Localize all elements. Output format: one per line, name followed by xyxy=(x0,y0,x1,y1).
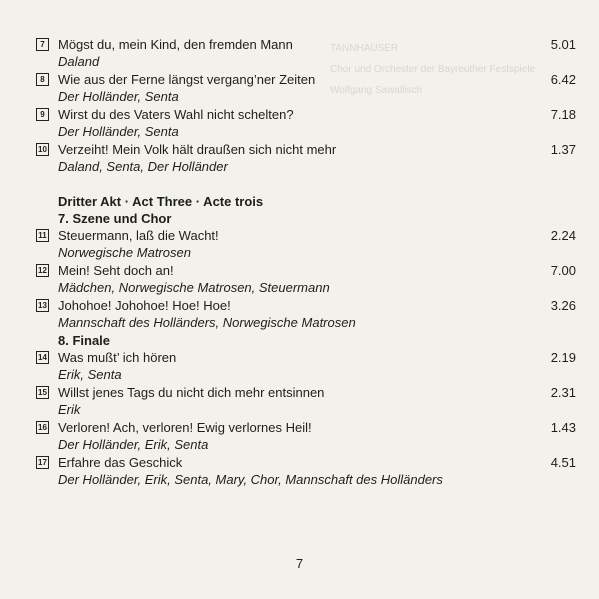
track-cast: Erik xyxy=(58,402,81,417)
track-title: Verloren! Ach, verloren! Ewig verlornes Heil! xyxy=(58,420,312,435)
track-title: Was mußt’ ich hören xyxy=(58,350,177,365)
track-number: 14 xyxy=(36,351,49,364)
track-number: 15 xyxy=(36,386,49,399)
track-item xyxy=(36,262,576,297)
track-item xyxy=(36,36,576,71)
track-title: Mögst du, mein Kind, den fremden Mann xyxy=(58,37,293,52)
track-item xyxy=(36,419,576,454)
track-title: Wie aus der Ferne längst vergang’ner Zeiten xyxy=(58,72,316,87)
track-title: Steuermann, laß die Wacht! xyxy=(58,228,219,243)
track-title: Mein! Seht doch an! xyxy=(58,263,174,278)
track-duration: 4.51 xyxy=(550,455,576,470)
track-item xyxy=(36,454,576,489)
track-title: Willst jenes Tags du nicht dich mehr entsinnen xyxy=(58,385,325,400)
track-duration: 2.24 xyxy=(550,228,576,243)
track-duration: 7.18 xyxy=(550,107,576,122)
track-number: 17 xyxy=(36,456,49,469)
ghost-line: Chor und Orchester der Bayreuther Festspiele xyxy=(330,64,536,75)
track-duration: 7.00 xyxy=(550,263,576,278)
track-number: 11 xyxy=(36,229,49,242)
track-number: 13 xyxy=(36,299,49,312)
track-title: Wirst du des Vaters Wahl nicht schelten? xyxy=(58,107,294,122)
track-duration: 2.19 xyxy=(550,350,576,365)
track-cast: Norwegische Matrosen xyxy=(58,245,191,260)
track-cast: Der Holländer, Senta xyxy=(58,89,179,104)
track-cast: Mädchen, Norwegische Matrosen, Steuermann xyxy=(58,280,330,295)
track-duration: 5.01 xyxy=(550,37,576,52)
track-cast: Der Holländer, Senta xyxy=(58,124,179,139)
track-list xyxy=(36,36,576,489)
track-title: Johohoe! Johohoe! Hoe! Hoe! xyxy=(58,298,231,313)
track-number: 10 xyxy=(36,143,49,156)
track-title: Erfahre das Geschick xyxy=(58,455,183,470)
track-cast: Daland, Senta, Der Holländer xyxy=(58,159,228,174)
ghost-line: TANNHAUSER xyxy=(330,43,399,54)
track-cast: Erik, Senta xyxy=(58,367,122,382)
finale-heading: 8. Finale xyxy=(58,333,111,348)
track-item xyxy=(36,349,576,384)
track-title: Verzeiht! Mein Volk hält draußen sich nicht mehr xyxy=(58,142,337,157)
track-duration: 3.26 xyxy=(550,298,576,313)
track-number: 9 xyxy=(36,108,49,121)
page-number: 7 xyxy=(295,556,304,571)
track-item xyxy=(36,141,576,176)
track-item xyxy=(36,384,576,419)
spacer xyxy=(36,176,576,193)
track-duration: 2.31 xyxy=(550,385,576,400)
track-item xyxy=(36,71,576,106)
track-cast: Mannschaft des Holländers, Norwegische Matrosen xyxy=(58,315,356,330)
track-cast: Der Holländer, Erik, Senta xyxy=(58,437,209,452)
track-cast: Daland xyxy=(58,54,100,69)
track-duration: 1.43 xyxy=(550,420,576,435)
track-item xyxy=(36,297,576,332)
track-duration: 1.37 xyxy=(550,142,576,157)
scene-heading: 7. Szene und Chor xyxy=(58,211,172,226)
track-number: 8 xyxy=(36,73,49,86)
track-item xyxy=(36,227,576,262)
track-number: 7 xyxy=(36,38,49,51)
track-cast: Der Holländer, Erik, Senta, Mary, Chor, Mannschaft des Holländers xyxy=(58,472,443,487)
track-item xyxy=(36,106,576,141)
track-number: 12 xyxy=(36,264,49,277)
track-duration: 6.42 xyxy=(550,72,576,87)
track-number: 16 xyxy=(36,421,49,434)
act-heading: Dritter Akt · Act Three · Acte trois xyxy=(58,194,264,209)
ghost-line: Wolfgang Sawallisch xyxy=(330,85,423,96)
